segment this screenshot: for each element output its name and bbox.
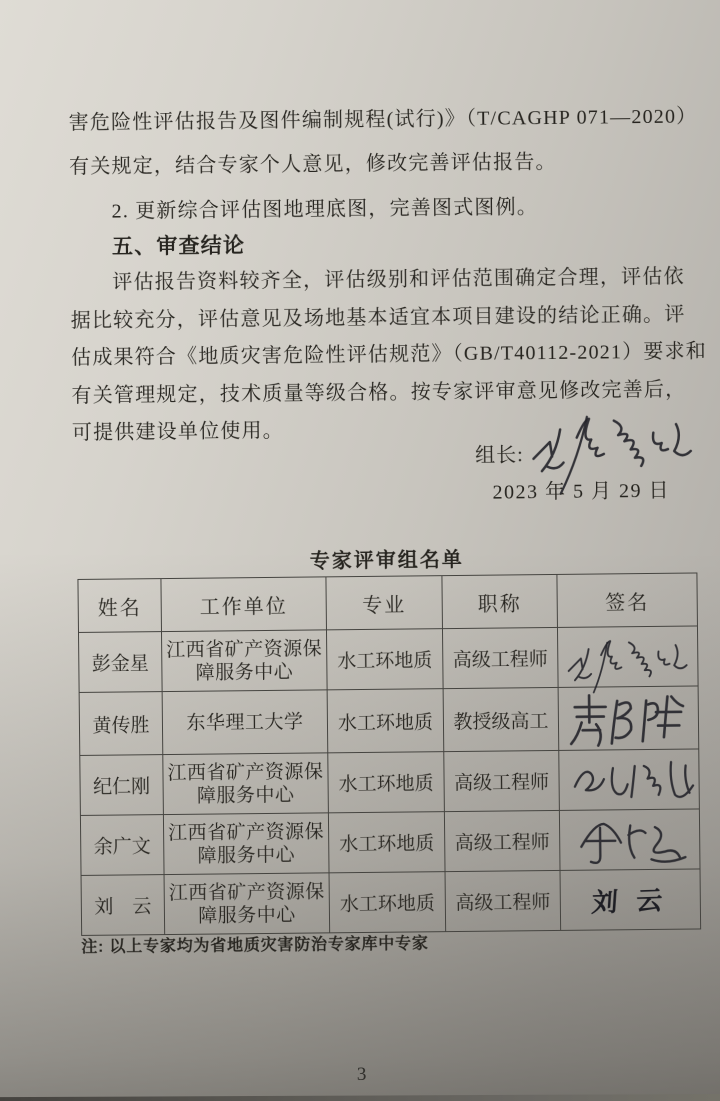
page-number: 3 (356, 1063, 367, 1086)
expert-signature-cell (558, 686, 699, 750)
expert-signature-cell (559, 809, 700, 870)
expert-job-title: 高级工程师 (444, 750, 560, 811)
expert-major: 水工环地质 (327, 689, 444, 753)
section-heading: 五、审查结论 (111, 234, 246, 259)
table-footnote: 注: 以上专家均为省地质灾害防治专家库中专家 (81, 935, 429, 956)
expert-name: 彭金星 (78, 632, 162, 693)
table-row (80, 809, 700, 875)
col-header-organization: 工作单位 (161, 577, 327, 632)
expert-job-title: 高级工程师 (444, 810, 560, 871)
expert-job-title: 高级工程师 (442, 627, 558, 688)
list-item-2: 2. 更新综合评估图地理底图，完善图式图例。 (111, 196, 539, 223)
expert-signature-cell (560, 869, 701, 930)
col-header-job-title: 职称 (442, 574, 558, 628)
conclusion-line: 可提供建设单位使用。 (71, 419, 285, 445)
col-header-signature: 签名 (557, 573, 698, 627)
table-row (80, 749, 700, 815)
expert-major: 水工环地质 (328, 752, 445, 813)
expert-organization: 江西省矿产资源保障服务中心 (163, 813, 329, 875)
expert-organization: 东华理工大学 (162, 690, 328, 755)
expert-major: 水工环地质 (326, 629, 443, 690)
signature-huang-chuan-sheng (563, 688, 698, 747)
expert-signature-cell (559, 749, 700, 810)
expert-major: 水工环地质 (328, 812, 445, 873)
expert-signature-cell (557, 626, 698, 687)
expert-review-table (77, 572, 701, 935)
leader-signature-handwriting (525, 396, 702, 484)
conclusion-line: 有关管理规定，技术质量等级合格。按专家评审意见修改完善后， (71, 378, 687, 407)
leader-label: 组长: (475, 444, 524, 467)
table-row (79, 686, 699, 755)
signature-yu-guang-wen (564, 813, 705, 866)
conclusion-line: 估成果符合《地质灾害危险性评估规范》（GB/T40112-2021）要求和 (71, 340, 708, 370)
col-header-name: 姓名 (78, 579, 162, 633)
expert-name: 余广文 (80, 815, 164, 876)
conclusion-line: 据比较充分，评估意见及场地基本适宜本项目建设的结论正确。评 (70, 303, 686, 332)
expert-table-title: 专家评审组名单 (309, 548, 464, 573)
expert-organization: 江西省矿产资源保障服务中心 (163, 753, 329, 815)
body-text-line: 害危险性评估报告及图件编制规程(试行)》（T/CAGHP 071—2020） (68, 105, 698, 135)
signature-peng-jin-xing (562, 630, 695, 683)
review-date: 2023 年 5 月 29 日 (492, 479, 671, 504)
conclusion-line: 评估报告资料较齐全，评估级别和评估范围确定合理，评估依 (112, 265, 685, 294)
col-header-major: 专业 (326, 576, 443, 630)
expert-major: 水工环地质 (329, 872, 446, 933)
expert-job-title: 教授级高工 (443, 687, 559, 751)
expert-organization: 江西省矿产资源保障服务中心 (164, 873, 330, 935)
body-text-line: 有关规定，结合专家个人意见，修改完善评估报告。 (69, 150, 557, 179)
expert-job-title: 高级工程师 (445, 870, 561, 931)
expert-name: 刘 云 (81, 875, 165, 936)
table-row (78, 626, 698, 692)
expert-name: 纪仁刚 (80, 755, 164, 816)
signature-ji-ren-gang (563, 754, 712, 806)
table-header-row (78, 573, 698, 632)
expert-organization: 江西省矿产资源保障服务中心 (161, 630, 327, 692)
expert-name: 黄传胜 (79, 692, 163, 756)
table-row (81, 869, 701, 935)
signature-liu-yun: 刘 云 (590, 885, 670, 918)
